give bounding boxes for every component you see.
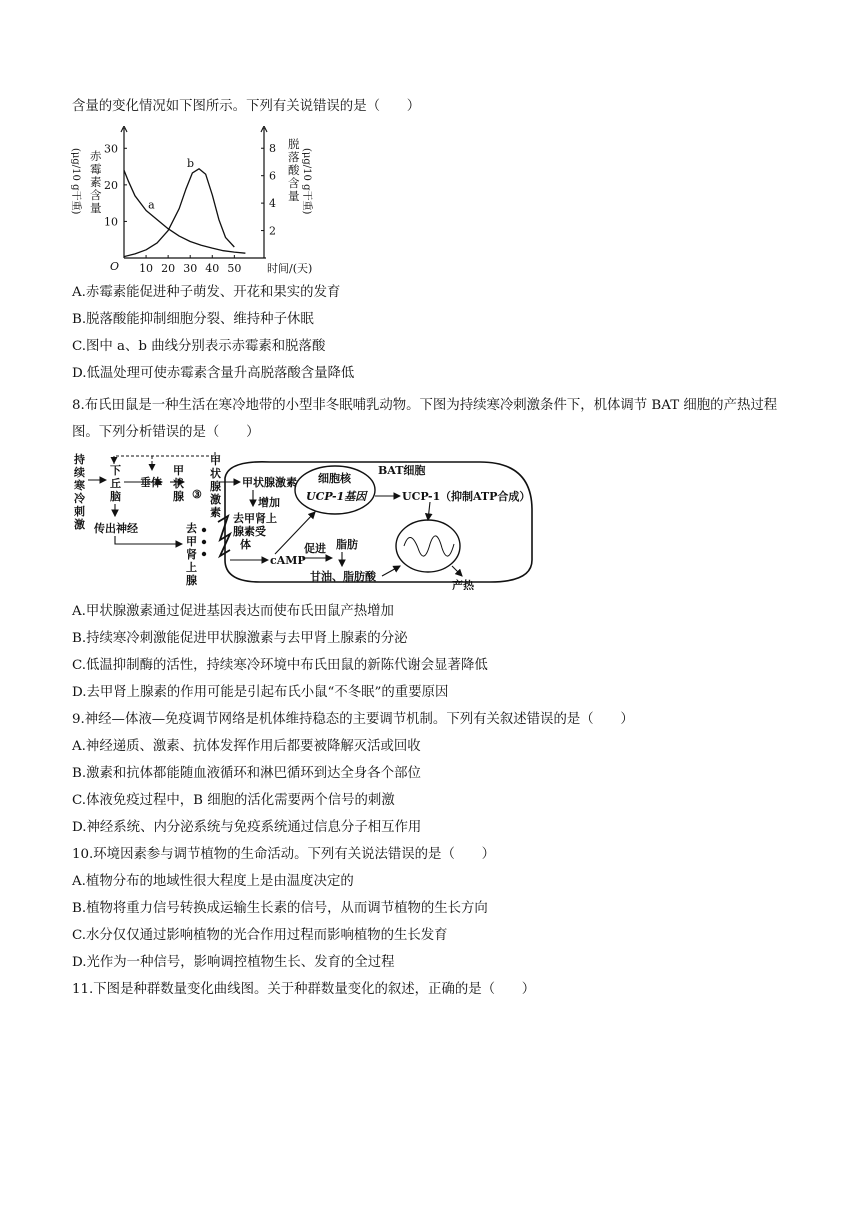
q10-stem: 10.环境因素参与调节植物的生命活动。下列有关说法错误的是（ ） xyxy=(72,847,496,862)
series-label-b: b xyxy=(187,156,195,170)
diagram-th-3: 腺 xyxy=(210,480,221,493)
right-axis-unit: (μg/10 g干重) xyxy=(301,148,312,215)
q9-stem: 9.神经—体液—免疫调节网络是机体维持稳态的主要调节机制。下列有关叙述错误的是（ ） xyxy=(72,712,634,727)
series-label-a: a xyxy=(148,198,155,212)
diagram-th-5: 素 xyxy=(210,506,221,519)
q9-option-c: C.体液免疫过程中，B 细胞的活化需要两个信号的刺激 xyxy=(72,793,395,808)
q9-option-d: D.神经系统、内分泌系统与免疫系统通过信息分子相互作用 xyxy=(72,820,422,835)
diagram-thyroid-1: 甲 xyxy=(173,464,184,477)
diagram-stimulus-4: 冷 xyxy=(74,492,85,505)
left-axis-label-char-1: 霉 xyxy=(90,162,102,176)
q7-option-a: A.赤霉素能促进种子萌发、开花和果实的发育 xyxy=(72,285,341,300)
diagram-th-1: 甲 xyxy=(210,454,221,467)
diagram-gene: UCP-1基因 xyxy=(306,490,367,503)
q7-option-c: C.图中 a、b 曲线分别表示赤霉素和脱落酸 xyxy=(72,339,326,354)
diagram-circle-3: ③ xyxy=(192,488,202,501)
x-tick-label-3: 40 xyxy=(205,262,220,275)
diagram-increase: 增加 xyxy=(258,496,280,509)
q10-option-c: C.水分仅仅通过影响植物的光合作用过程而影响植物的生长发育 xyxy=(72,928,448,943)
diagram-receptor-1: 去甲肾上 xyxy=(233,512,277,525)
diagram-th-4: 激 xyxy=(210,493,221,506)
q10-option-a: A.植物分布的地域性很大程度上是由温度决定的 xyxy=(72,874,354,889)
x-axis-label: 时间/(天) xyxy=(267,262,313,275)
diagram-bat-label: BAT细胞 xyxy=(378,464,426,477)
x-tick-label-0: 10 xyxy=(139,262,154,275)
right-axis-label-char-4: 量 xyxy=(288,189,300,203)
diagram-promote: 促进 xyxy=(304,542,326,555)
q8-stem: 8.布氏田鼠是一种生活在寒冷地带的小型非冬眠哺乳动物。下图为持续寒冷刺激条件下，机体调节 BAT 细胞的产热过程图。下列分析错误的是（ ） xyxy=(72,398,778,440)
diagram-glycerol: 甘油、脂肪酸 xyxy=(310,570,376,583)
diagram-stimulus-3: 寒 xyxy=(74,479,85,492)
diagram-efferent-nerve: 传出神经 xyxy=(94,522,138,535)
diagram-thyroid-3: 腺 xyxy=(173,490,184,503)
x-tick-label-2: 30 xyxy=(183,262,198,275)
x-tick-label-4: 50 xyxy=(227,262,242,275)
q7-option-d: D.低温处理可使赤霉素含量升高脱落酸含量降低 xyxy=(72,366,355,381)
right-axis-label-char-3: 含 xyxy=(288,176,300,190)
diagram-stimulus-5: 刺 xyxy=(74,505,85,518)
diagram-hypothalamus-3: 脑 xyxy=(110,490,121,503)
diagram-ne-4: 上 xyxy=(186,561,197,574)
q10-option-b: B.植物将重力信号转换成运输生长素的信号，从而调节植物的生长方向 xyxy=(72,901,488,916)
diagram-stimulus-1: 持 xyxy=(74,453,85,466)
diagram-camp: cAMP xyxy=(270,554,306,567)
hormone-chart xyxy=(70,126,330,276)
bat-regulation-diagram xyxy=(70,450,540,590)
left-tick-label-0: 10 xyxy=(104,215,118,229)
q8-option-d: D.去甲肾上腺素的作用可能是引起布氏小鼠“不冬眠”的重要原因 xyxy=(72,685,449,700)
right-tick-label-0: 2 xyxy=(269,224,276,238)
diagram-receptor-2: 腺素受 xyxy=(233,525,266,538)
diagram-ne-2: 甲 xyxy=(186,535,197,548)
diagram-stimulus-6: 激 xyxy=(74,518,85,531)
diagram-hypothalamus-2: 丘 xyxy=(110,477,121,490)
right-axis-label-char-0: 脱 xyxy=(288,137,300,151)
q8-option-c: C.低温抑制酶的活性，持续寒冷环境中布氏田鼠的新陈代谢会显著降低 xyxy=(72,658,488,673)
left-tick-label-2: 30 xyxy=(104,142,118,156)
left-axis-unit: (μg/10 g干重) xyxy=(70,148,81,215)
diagram-ne-5: 腺 xyxy=(186,574,197,587)
x-tick-label-1: 20 xyxy=(161,262,176,275)
right-axis-label-char-1: 落 xyxy=(288,150,300,164)
diagram-pituitary: 垂体 xyxy=(140,476,162,489)
q7-option-b: B.脱落酸能抑制细胞分裂、维持种子休眠 xyxy=(72,312,314,327)
right-tick-label-3: 8 xyxy=(269,142,276,156)
left-axis-label-char-3: 含 xyxy=(90,188,102,202)
diagram-receptor-3: 体 xyxy=(240,538,251,551)
left-axis-label-char-0: 赤 xyxy=(90,149,102,163)
diagram-stimulus-2: 续 xyxy=(74,466,85,479)
series-line-a xyxy=(124,170,245,253)
diagram-ne-1: 去 xyxy=(186,522,197,535)
q8-option-b: B.持续寒冷刺激能促进甲状腺激素与去甲肾上腺素的分泌 xyxy=(72,631,408,646)
diagram-inhibit: （抑制ATP合成） xyxy=(440,490,531,503)
q11-stem: 11.下图是种群数量变化曲线图。关于种群数量变化的叙述，正确的是（ ） xyxy=(72,982,536,997)
diagram-heat: 产热 xyxy=(452,579,474,590)
diagram-th-inside: 甲状腺激素 xyxy=(242,476,297,489)
q10-option-d: D.光作为一种信号，影响调控植物生长、发育的全过程 xyxy=(72,955,395,970)
q9-option-b: B.激素和抗体都能随血液循环和淋巴循环到达全身各个部位 xyxy=(72,766,421,781)
diagram-hypothalamus-1: 下 xyxy=(110,464,121,477)
series-line-b xyxy=(124,169,234,257)
right-tick-label-2: 6 xyxy=(269,169,276,183)
left-tick-label-1: 20 xyxy=(104,178,118,192)
right-axis-label-char-2: 酸 xyxy=(288,163,300,177)
diagram-nucleus: 细胞核 xyxy=(318,472,351,485)
diagram-th-2: 状 xyxy=(210,467,221,480)
intro-text: 含量的变化情况如下图所示。下列有关说错误的是（ ） xyxy=(72,99,421,114)
diagram-thyroid-2: 状 xyxy=(173,477,184,490)
q8-option-a: A.甲状腺激素通过促进基因表达而使布氏田鼠产热增加 xyxy=(72,604,394,619)
origin-label: O xyxy=(110,260,120,273)
diagram-ucp: UCP-1 xyxy=(402,490,441,503)
right-tick-label-1: 4 xyxy=(269,197,276,211)
q9-option-a: A.神经递质、激素、抗体发挥作用后都要被降解灭活或回收 xyxy=(72,739,421,754)
diagram-ne-3: 肾 xyxy=(186,548,197,561)
left-axis-label-char-2: 素 xyxy=(90,175,102,189)
diagram-fat: 脂肪 xyxy=(336,538,358,551)
left-axis-label-char-4: 量 xyxy=(90,201,102,215)
